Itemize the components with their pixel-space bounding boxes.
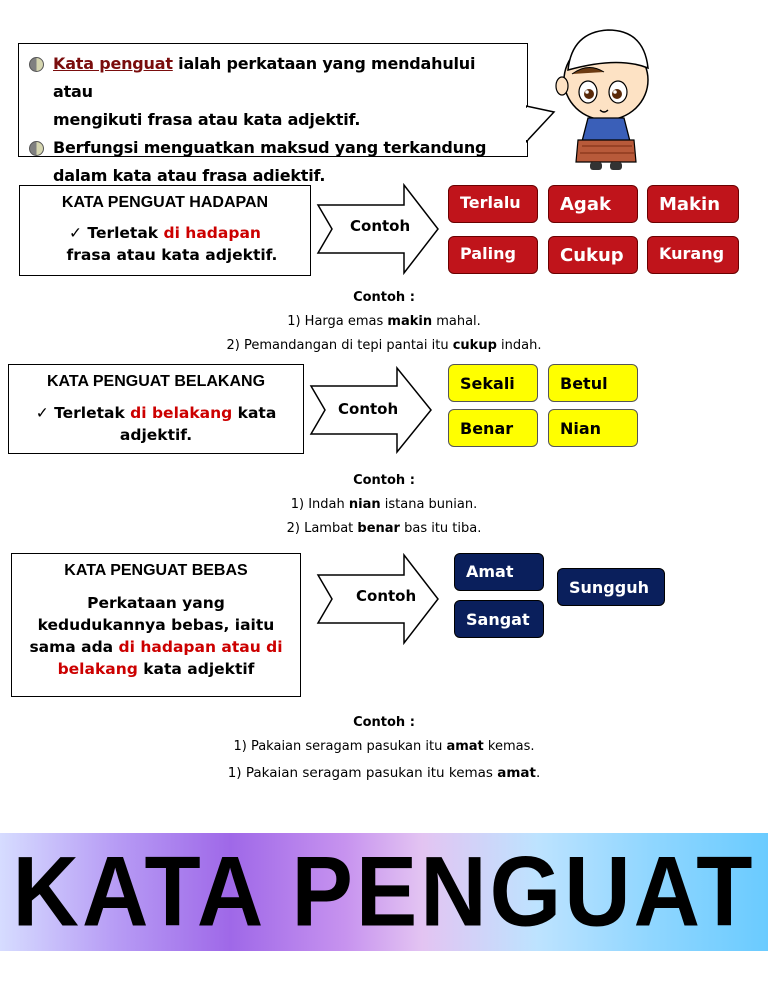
example-sentence: 1) Indah nian istana bunian. bbox=[290, 497, 478, 512]
definition-line-4: dalam kata atau frasa adiektif. bbox=[53, 166, 326, 185]
section-title: KATA PENGUAT BEBAS bbox=[64, 562, 248, 579]
word-box: Sangat bbox=[454, 600, 544, 638]
word-box: Agak bbox=[548, 185, 638, 223]
arrow-label: Contoh bbox=[338, 400, 399, 418]
definition-line-2: mengikuti frasa atau kata adjektif. bbox=[53, 110, 361, 129]
word-box: Paling bbox=[448, 236, 538, 274]
example-sentence: 1) Pakaian seragam pasukan itu amat kemas. bbox=[233, 739, 535, 754]
banner-title: KATA PENGUAT bbox=[12, 836, 756, 948]
word-box: Terlalu bbox=[448, 185, 538, 223]
example-sentence: 1) Harga emas makin mahal. bbox=[287, 314, 481, 329]
definition-term: Kata penguat bbox=[53, 54, 173, 73]
example-heading: Contoh : bbox=[353, 473, 415, 488]
word-box: Sungguh bbox=[557, 568, 665, 606]
example-heading: Contoh : bbox=[353, 715, 415, 730]
definition-box bbox=[18, 43, 528, 185]
word-box: Sekali bbox=[448, 364, 538, 402]
word-box: Nian bbox=[548, 409, 638, 447]
word-box: Amat bbox=[454, 553, 544, 591]
boy-character-icon bbox=[548, 22, 670, 172]
arrow-label: Contoh bbox=[356, 587, 417, 605]
section-bebas-box: KATA PENGUAT BEBAS Perkataan yang kedudukannya bebas, iaitu sama ada di hadapan atau di belakang kata adjektif bbox=[11, 553, 301, 697]
bullet-icon bbox=[29, 57, 44, 72]
definition-line-1: Kata penguat ialah perkataan yang mendahului atau bbox=[53, 50, 517, 106]
section-hadapan-box: KATA PENGUAT HADAPAN ✓ Terletak di hadapan frasa atau kata adjektif. bbox=[19, 185, 311, 276]
example-sentence: 2) Pemandangan di tepi pantai itu cukup indah. bbox=[226, 338, 542, 353]
section-description: ✓ Terletak di belakang kata bbox=[35, 404, 277, 422]
word-box: Kurang bbox=[647, 236, 739, 274]
word-box: Betul bbox=[548, 364, 638, 402]
definition-line-3: Berfungsi menguatkan maksud yang terkandung bbox=[53, 134, 517, 162]
section-title: KATA PENGUAT HADAPAN bbox=[61, 194, 269, 211]
section-belakang-box: KATA PENGUAT BELAKANG ✓ Terletak di belakang kata adjektif. bbox=[8, 364, 304, 454]
section-description: ✓ Terletak di hadapan bbox=[69, 224, 261, 242]
example-sentence: 1) Pakaian seragam pasukan itu kemas amat. bbox=[227, 765, 541, 781]
word-box: Cukup bbox=[548, 236, 638, 274]
section-title: KATA PENGUAT BELAKANG bbox=[46, 373, 266, 390]
bullet-icon bbox=[29, 141, 44, 156]
word-box: Benar bbox=[448, 409, 538, 447]
word-box: Makin bbox=[647, 185, 739, 223]
example-heading: Contoh : bbox=[353, 290, 415, 305]
arrow-label: Contoh bbox=[350, 217, 411, 235]
example-sentence: 2) Lambat benar bas itu tiba. bbox=[286, 521, 482, 536]
title-banner bbox=[0, 833, 768, 951]
